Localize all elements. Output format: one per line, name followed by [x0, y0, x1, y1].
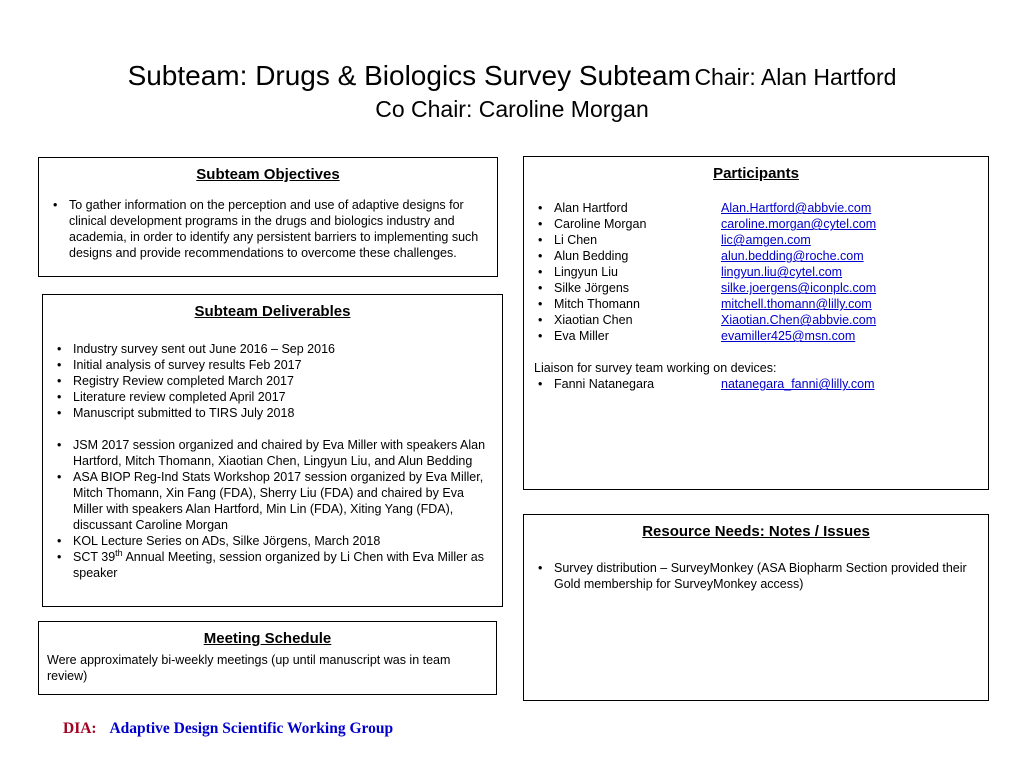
participant-name: Mitch Thomann	[554, 297, 640, 312]
title-line1	[0, 58, 1024, 93]
participant-row	[524, 328, 988, 344]
deliverable-text: KOL Lecture Series on ADs, Silke Jörgens, March 2018	[73, 534, 381, 549]
participants-box	[523, 156, 989, 490]
liaison-name: Fanni Natanegara	[554, 377, 655, 392]
participant-row	[524, 232, 988, 248]
participant-name: Eva Miller	[554, 329, 609, 344]
deliverable-item	[43, 373, 502, 389]
title-cochair: Co Chair: Caroline Morgan	[375, 96, 649, 122]
bullet-marker: •	[538, 561, 543, 576]
resource-needs-heading: Resource Needs: Notes / Issues	[642, 523, 870, 540]
bullet-marker: •	[57, 470, 62, 485]
bullet-marker: •	[57, 374, 62, 389]
participant-row	[524, 280, 988, 296]
sct-rest: Annual Meeting, session organized by Li Chen with Eva Miller as speaker	[73, 550, 484, 581]
bullet-marker: •	[538, 297, 543, 312]
footer-org-label: DIA:	[63, 720, 97, 737]
meeting-schedule-text: Were approximately bi-weekly meetings (up until manuscript was in team review)	[47, 653, 451, 684]
participant-name: Li Chen	[554, 233, 598, 248]
bullet-marker: •	[53, 198, 58, 213]
deliverables-box	[42, 294, 503, 607]
participants-heading: Participants	[713, 165, 799, 182]
participant-email-link[interactable]: lic@amgen.com	[721, 233, 811, 248]
deliverable-item	[43, 437, 502, 469]
participant-name: Alan Hartford	[554, 201, 628, 216]
sct-prefix: SCT 39	[73, 550, 116, 565]
participant-email-link[interactable]: mitchell.thomann@lilly.com	[721, 297, 872, 312]
liaison-row	[524, 376, 988, 392]
spacer	[43, 421, 502, 437]
deliverable-text: Literature review completed April 2017	[73, 390, 286, 405]
deliverable-item	[43, 357, 502, 373]
deliverable-text: ASA BIOP Reg-Ind Stats Workshop 2017 session organized by Eva Miller, Mitch Thomann, Xin Fang (FDA), Sherry Liu (FDA) and chaired by Eva Miller with speakers Alan Hartford, Min Lin (FDA), Xiting Yang (FDA), discussant Caroline Morgan	[73, 470, 484, 533]
bullet-marker: •	[538, 265, 543, 280]
deliverable-text: JSM 2017 session organized and chaired by Eva Miller with speakers Alan Hartford, Mitch Thomann, Xiaotian Chen, Lingyun Liu, and Alun Bedding	[73, 438, 486, 469]
liaison-label: Liaison for survey team working on devices:	[534, 361, 777, 376]
bullet-marker: •	[57, 358, 62, 373]
bullet-marker: •	[538, 281, 543, 296]
deliverable-item	[43, 389, 502, 405]
objectives-bullet	[39, 197, 497, 261]
participant-name: Silke Jörgens	[554, 281, 630, 296]
participant-email-link[interactable]: alun.bedding@roche.com	[721, 249, 864, 264]
deliverable-item	[43, 533, 502, 549]
objectives-box	[38, 157, 498, 277]
resource-needs-content	[524, 560, 988, 592]
resource-needs-box	[523, 514, 989, 701]
deliverable-item	[43, 469, 502, 533]
objectives-text: To gather information on the perception and use of adaptive designs for clinical development programs in the drugs and biologics industry and academia, in order to identify any persistent barriers to implementing such designs and provide recommendations to overcome these challenges.	[69, 198, 479, 261]
meeting-schedule-box	[38, 621, 497, 695]
meeting-schedule-heading: Meeting Schedule	[203, 630, 332, 647]
participant-email-link[interactable]: caroline.morgan@cytel.com	[721, 217, 877, 232]
bullet-marker: •	[538, 201, 543, 216]
deliverable-item	[43, 549, 502, 581]
bullet-marker: •	[57, 406, 62, 421]
participant-email-link[interactable]: Alan.Hartford@abbvie.com	[721, 201, 872, 216]
objectives-content	[39, 197, 497, 261]
title-main: Subteam: Drugs & Biologics Survey Subteam	[127, 60, 691, 91]
deliverable-text: Industry survey sent out June 2016 – Sep 2016	[73, 342, 335, 357]
liaison-email-link[interactable]: natanegara_fanni@lilly.com	[721, 377, 875, 392]
resource-text: Survey distribution – SurveyMonkey (ASA Biopharm Section provided their Gold membership for SurveyMonkey access)	[554, 561, 967, 592]
resource-item	[524, 560, 988, 592]
deliverable-item	[43, 341, 502, 357]
sct-ordinal: th	[115, 548, 123, 559]
participant-row	[524, 296, 988, 312]
participant-email-link[interactable]: Xiaotian.Chen@abbvie.com	[721, 313, 877, 328]
bullet-marker: •	[538, 313, 543, 328]
deliverables-content	[43, 341, 502, 581]
deliverables-heading: Subteam Deliverables	[194, 303, 351, 320]
bullet-marker: •	[57, 550, 62, 565]
deliverable-sct-text	[73, 549, 502, 581]
participant-email-link[interactable]: lingyun.liu@cytel.com	[721, 265, 843, 280]
participant-row	[524, 216, 988, 232]
deliverable-text: Manuscript submitted to TIRS July 2018	[73, 406, 295, 421]
participant-email-link[interactable]: silke.joergens@iconplc.com	[721, 281, 877, 296]
bullet-marker: •	[538, 233, 543, 248]
deliverable-item	[43, 405, 502, 421]
participants-list	[524, 200, 988, 392]
bullet-marker: •	[538, 217, 543, 232]
participant-row	[524, 264, 988, 280]
bullet-marker: •	[57, 342, 62, 357]
bullet-marker: •	[538, 249, 543, 264]
participant-name: Alun Bedding	[554, 249, 629, 264]
title-chair: Chair: Alan Hartford	[694, 64, 897, 90]
participant-name: Xiaotian Chen	[554, 313, 633, 328]
deliverable-text: Initial analysis of survey results Feb 2017	[73, 358, 302, 373]
bullet-marker: •	[538, 329, 543, 344]
footer	[63, 719, 393, 739]
objectives-heading: Subteam Objectives	[196, 166, 340, 183]
slide-title	[0, 58, 1024, 124]
participant-email-link[interactable]: evamiller425@msn.com	[721, 329, 856, 344]
footer-group-name: Adaptive Design Scientific Working Group	[109, 720, 394, 737]
deliverable-text: Registry Review completed March 2017	[73, 374, 294, 389]
bullet-marker: •	[57, 438, 62, 453]
participant-row	[524, 200, 988, 216]
bullet-marker: •	[538, 377, 543, 392]
participant-row	[524, 248, 988, 264]
bullet-marker: •	[57, 534, 62, 549]
participant-name: Caroline Morgan	[554, 217, 647, 232]
bullet-marker: •	[57, 390, 62, 405]
participant-name: Lingyun Liu	[554, 265, 618, 280]
participant-row	[524, 312, 988, 328]
